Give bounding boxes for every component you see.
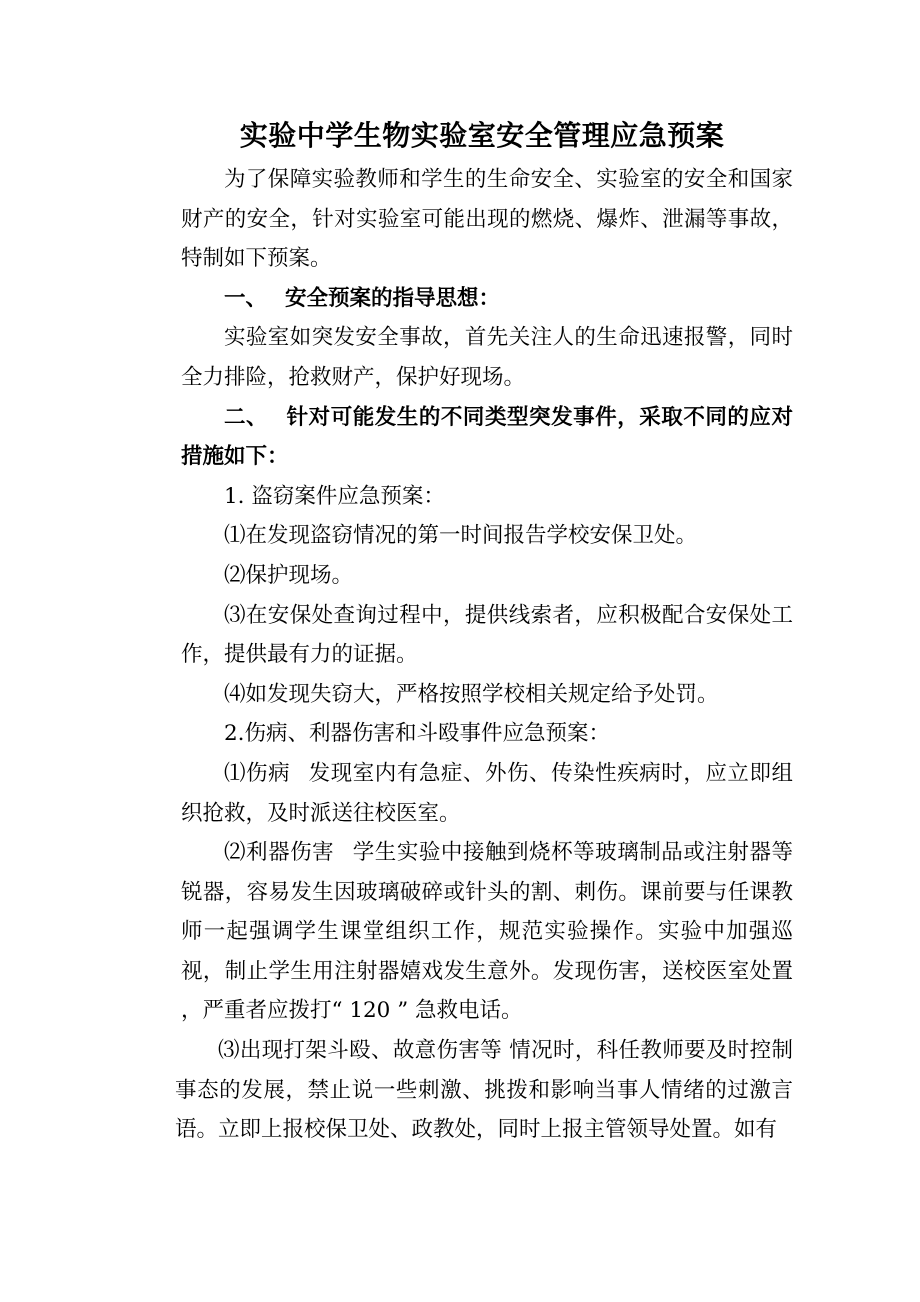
theft-item-1: ⑴在发现盗窃情况的第一时间报告学校安保卫处。: [224, 523, 698, 549]
section-1-number: 一、: [224, 285, 268, 311]
injury-item-2-text: 学生实验中接触到烧杯等玻璃制品或注射器等锐器，容易发生因玻璃破碎或针头的割、刺伤。课前要与任课教师一起强调学生课堂组织工作，规范实验操作。实验中加强巡视，制止学生用注射器嬉戏发生意外。发现伤害，送校医室处置 ，严重者应拨打“ 120 ” 急救电话。: [181, 840, 793, 1024]
injury-heading: 2.伤病、利器伤害和斗殴事件应急预案：: [224, 721, 611, 747]
section-2-number: 二、: [224, 404, 269, 430]
document-body: [175, 160, 793, 1150]
theft-heading: 1. 盗窃案件应急预案：: [224, 483, 445, 509]
section-1-heading: [181, 279, 793, 319]
section-2-title: 针对可能发生的不同类型突发事件，采取不同的应对措施如下：: [181, 404, 793, 470]
section-1-title: 安全预案的指导思想：: [285, 285, 501, 311]
injury-item-2: [181, 833, 793, 1031]
intro-paragraph: 为了保障实验教师和学生的生命安全、实验室的安全和国家财产的安全，针对实验室可能出现的燃烧、爆炸、泄漏等事故，特制如下预案。: [181, 167, 793, 272]
injury-item-1: [181, 754, 793, 833]
injury-item-2-label: ⑵利器伤害: [224, 840, 335, 866]
section-2-heading: [181, 398, 793, 477]
document-title: 实验中学生物实验室安全管理应急预案: [239, 119, 725, 152]
injury-item-1-text: 发现室内有急症、外伤、传染性疾病时，应立即组织抢救，及时派送往校医室。: [181, 760, 793, 826]
section-1-text: 实验室如突发安全事故，首先关注人的生命迅速报警，同时全力排险，抢救财产，保护好现场。: [181, 325, 793, 390]
theft-item-2: ⑵保护现场。: [224, 562, 354, 588]
theft-item-4: ⑷如发现失窃大，严格按照学校相关规定给予处罚。: [224, 681, 719, 707]
injury-item-3: ⑶出现打架斗殴、故意伤害等 情况时，科任教师要及时控制事态的发展，禁止说一些刺激、挑拨和影响当事人情绪的过激言语。立即上报校保卫处、政教处，同时上报主管领导处置。如有: [175, 1038, 793, 1143]
injury-item-1-label: ⑴伤病: [224, 760, 291, 786]
theft-item-3: ⑶在安保处查询过程中，提供线索者，应积极配合安保处工作，提供最有力的证据。: [181, 602, 793, 668]
